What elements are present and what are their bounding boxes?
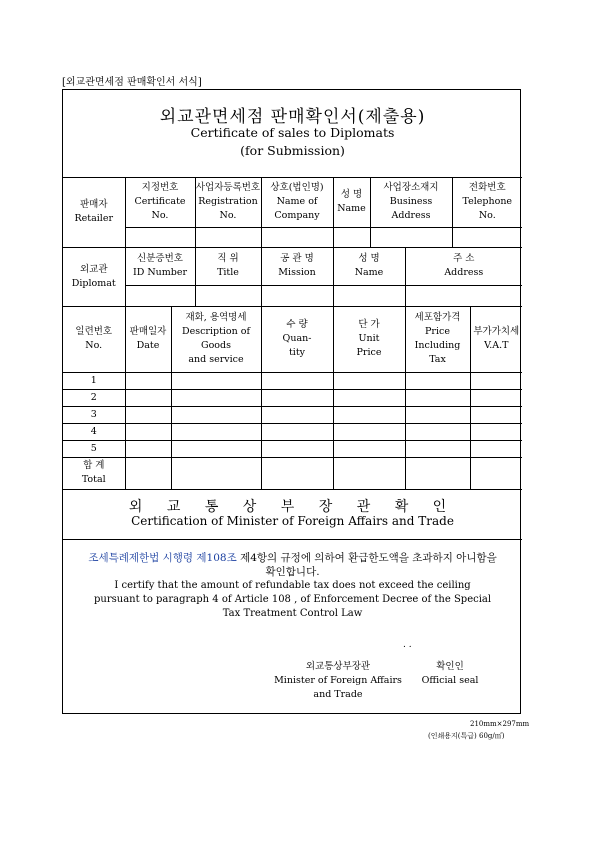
total-vat-cell[interactable] [470,457,522,489]
quantity-cell[interactable] [261,440,333,457]
diplomat-address-header: 주 소 Address [405,247,522,285]
table-row [63,389,522,406]
row-number: 2 [63,389,125,406]
quantity-cell[interactable] [261,423,333,440]
description-cell[interactable] [171,423,261,440]
unit-price-cell[interactable] [333,389,405,406]
table-row [63,372,522,389]
vat-cell[interactable] [470,440,522,457]
certification-body [63,539,522,719]
sale-date-cell[interactable] [125,389,171,406]
date-placeholder: . . [403,639,412,650]
sale-date-cell[interactable] [125,440,171,457]
title-field[interactable] [195,285,261,306]
title-english-sub: (for Submission) [240,143,345,159]
total-description-cell[interactable] [171,457,261,489]
certificate-no-header: 지정번호 Certificate No. [125,177,195,227]
certification-text-korean: 조세특례제한법 시행령 제108조 제4항의 규정에 의하여 환급한도액을 초과하지 아니함을 [88,551,497,564]
retailer-name-header: 성 명 Name [333,177,370,227]
quantity-header: 수 량 Quan- tity [261,306,333,372]
total-row [63,457,522,489]
registration-no-header: 사업자등록번호 Registration No. [195,177,261,227]
law-reference: 조세특례제한법 시행령 제108조 [88,551,237,564]
certification-heading [63,489,522,539]
total-price-cell[interactable] [405,457,470,489]
vat-header: 부가가치세 V.A.T [470,306,522,372]
vat-cell[interactable] [470,423,522,440]
row-number: 4 [63,423,125,440]
total-quantity-cell[interactable] [261,457,333,489]
serial-no-header: 일련번호 No. [63,306,125,372]
company-name-field[interactable] [261,227,333,247]
certification-text-english-2: pursuant to paragraph 4 of Article 108 , of Enforcement Decree of the Special [94,593,492,605]
retailer-label: 판매자 Retailer [63,177,125,247]
total-unit-price-cell[interactable] [333,457,405,489]
row-number: 5 [63,440,125,457]
form-tag: [외교관면세점 판매확인서 서식] [62,77,202,88]
certificate-form [62,89,521,714]
sale-date-cell[interactable] [125,406,171,423]
unit-price-cell[interactable] [333,423,405,440]
certificate-no-field[interactable] [125,227,195,247]
paper-type-note: (인쇄용지(특급) 60g/㎡) [428,732,505,740]
price-cell[interactable] [405,389,470,406]
sale-date-cell[interactable] [125,423,171,440]
paper-size-note: 210mm×297mm [470,720,530,728]
sale-date-cell[interactable] [125,372,171,389]
certification-text-korean-line2: 확인합니다. [265,565,320,578]
certification-heading-korean: 외 교 통 상 부 장 관 확 인 [128,499,457,515]
business-address-field[interactable] [370,227,452,247]
unit-price-cell[interactable] [333,406,405,423]
diplomat-address-field[interactable] [405,285,522,306]
row-number: 1 [63,372,125,389]
form-table [63,90,522,719]
vat-cell[interactable] [470,406,522,423]
description-header: 재화, 용역명세 Description of Goods and service [171,306,261,372]
description-cell[interactable] [171,372,261,389]
title-english: Certificate of sales to Diplomats [190,125,395,141]
price-cell[interactable] [405,406,470,423]
mission-field[interactable] [261,285,333,306]
table-row [63,423,522,440]
company-name-header: 상호(법인명) Name of Company [261,177,333,227]
table-row [63,440,522,457]
price-cell[interactable] [405,440,470,457]
mission-header: 공 관 명 Mission [261,247,333,285]
description-cell[interactable] [171,440,261,457]
unit-price-header: 단 가 Unit Price [333,306,405,372]
certification-heading-english: Certification of Minister of Foreign Affairs and Trade [131,514,454,528]
diplomat-label: 외교관 Diplomat [63,247,125,306]
price-cell[interactable] [405,423,470,440]
quantity-cell[interactable] [261,372,333,389]
quantity-cell[interactable] [261,389,333,406]
unit-price-cell[interactable] [333,372,405,389]
id-number-field[interactable] [125,285,195,306]
vat-cell[interactable] [470,389,522,406]
business-address-header: 사업장소재지 Business Address [370,177,452,227]
title-korean: 외교관면세점 판매확인서(제출용) [159,107,426,128]
id-number-header: 신분증번호 ID Number [125,247,195,285]
diplomat-name-field[interactable] [333,285,405,306]
diplomat-name-header: 성 명 Name [333,247,405,285]
table-row [63,406,522,423]
sale-date-header: 판매일자 Date [125,306,171,372]
certification-text-english-3: Tax Treatment Control Law [222,607,363,619]
certification-text-english-1: I certify that the amount of refundable tax does not exceed the ceiling [114,579,471,591]
goods-header-row [63,306,522,372]
registration-no-field[interactable] [195,227,261,247]
signer-block: 외교통상부장관 Minister of Foreign Affairs and Trade [274,660,402,700]
price-cell[interactable] [405,372,470,389]
description-cell[interactable] [171,406,261,423]
total-date-cell[interactable] [125,457,171,489]
unit-price-cell[interactable] [333,440,405,457]
telephone-no-field[interactable] [452,227,522,247]
quantity-cell[interactable] [261,406,333,423]
retailer-name-field[interactable] [333,227,370,247]
title-header: 직 위 Title [195,247,261,285]
price-including-tax-header: 세포함가격 Price Including Tax [405,306,470,372]
total-label: 합 계 Total [63,457,125,489]
telephone-no-header: 전화번호 Telephone No. [452,177,522,227]
vat-cell[interactable] [470,372,522,389]
description-cell[interactable] [171,389,261,406]
row-number: 3 [63,406,125,423]
title-block [63,90,522,177]
official-seal-block: 확인인 Official seal [421,660,479,686]
